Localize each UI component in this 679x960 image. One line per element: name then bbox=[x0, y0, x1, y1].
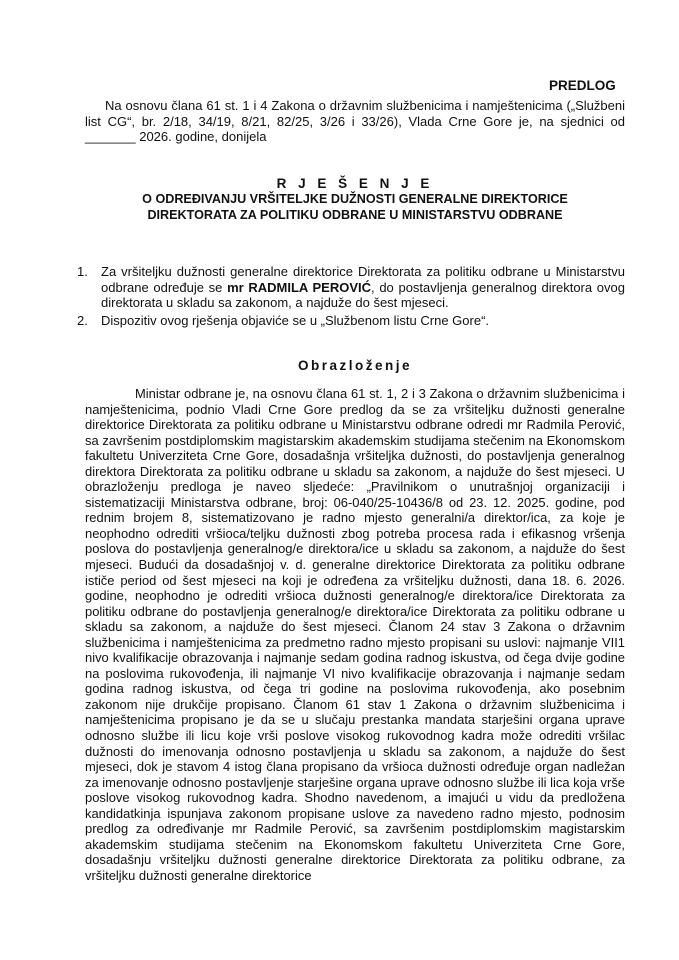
point-1-text-end: , do postavljenja generalnog direktora ovog direktorata u skladu sa zakonom, a najduže do šest mjeseci. bbox=[101, 279, 625, 310]
point-2-text: Dispozitiv ovog rješenja objaviće se u „Službenom listu Crne Gore“. bbox=[101, 312, 490, 328]
appointee-name: mr RADMILA PEROVIĆ bbox=[227, 279, 372, 295]
preamble-paragraph: Na osnovu člana 61 st. 1 i 4 Zakona o državnim službenicima i namještenicima („Službeni list CG“, br. 2/18, 34/19, 8/21, 82/25, 3/26 i 33/26), Vlada Crne Gore je, na sjednici od _______ 2026. godine, donijela bbox=[85, 98, 625, 144]
decision-point-2 bbox=[77, 312, 625, 329]
document-title: R J E Š E N J E bbox=[276, 176, 434, 191]
point-number: 2. bbox=[77, 312, 88, 328]
document-title-block bbox=[85, 176, 625, 223]
point-1-text-start: Za vršiteljku dužnosti generalne direktorice Direktorata za politiku odbrane u Ministarstvu odbrane određuje se bbox=[101, 264, 625, 295]
document-subtitle-line-2: DIREKTORATA ZA POLITIKU ODBRANE U MINISTARSTVU ODBRANE bbox=[147, 207, 563, 222]
decision-point-1 bbox=[77, 264, 625, 311]
explanation-heading: Obrazloženje bbox=[297, 358, 413, 373]
decision-points-list bbox=[77, 264, 625, 328]
explanation-body: Ministar odbrane je, na osnovu člana 61 st. 1, 2 i 3 Zakona o državnim službenicima i namještenicima, podnio Vladi Crne Gore predlog da se za vršiteljku dužnosti generalne direktorice Direktorata za politiku odbrane u Ministarstvu odbrane odredi mr Radmila Perović, sa završenim postdiplomskim magistarskim akademskim studijama stečenim na Ekonomskom fakultetu Univerziteta Crne Gore, dosadašnja vršiteljka dužnosti, do postavljenja generalnog direktora Direktorata za politiku odbrane u skladu sa zakonom, a najduže do šest mjeseci. U obrazloženju predloga je naveo sljedeće: „Pravilnikom o unutrašnjoj organizaciji i sistematizaciji Ministarstva odbrane, broj: 06-040/25-10436/8 od 23. 12. 2025. godine, pod rednim brojem 8, sistematizovano je radno mjesto generalni/a direktor/ica, za koje je neophodno odrediti vršioca/teljku dužnosti zbog potreba procesa rada i efikasnog vršenja poslova do postavljenja generalnog/e direktora/ice u skladu sa zakonom, a najduže do šest mjeseci. Budući da dosadašnjoj v. d. generalne direktorice Direktorata za politiku odbrane ističe period od šest mjeseci na koji je određena za vršiteljku dužnosti, dana 18. 6. 2026. godine, neophodno je odrediti vršioca dužnosti generalnog/e direktora/ice Direktorata za politiku odbrane do postavljenja generalnog/e direktora/ice Direktorata za politiku odbrane u skladu sa zakonom, a najduže do šest mjeseci. Članom 24 stav 3 Zakona o državnim službenicima i namještenicima za predmetno radno mjesto propisani su uslovi: najmanje VII1 nivo kvalifikacije obrazovanja i najmanje sedam godina radnog iskustva, od čega dvije godine na poslovima rukovođenja, ili najmanje VI nivo kvalifikacije obrazovanja i najmanje sedam godina radnog iskustva, od čega tri godine na poslovima rukovođenja, ako posebnim zakonom nije drukčije propisano. Članom 61 stav 1 Zakona o državnim službenicima i namještenicima propisano je da se u slučaju prestanka mandata starješini organa uprave odnosno službe ili licu koje vrši poslove visokog rukovodnog kadra može odrediti vršilac dužnosti do imenovanja odnosno postavljenja u skladu sa zakonom, a najduže do šest mjeseci, dok je stavom 4 istog člana propisano da vršioca dužnosti određuje organ nadležan za imenovanje odnosno postavljenje starješine organa uprave odnosno službe ili lica koja vrše poslove visokog rukovodnog kadra. Shodno navedenom, a imajući u vidu da predložena kandidatkinja ispunjava zakonom propisane uslove za navedeno radno mjesto, podnosim predlog za određivanje mr Radmile Perović, sa završenim postdiplomskim magistarskim akademskim studijama stečenim na Ekonomskom fakultetu Univerziteta Crne Gore, dosadašnju vršiteljku dužnosti generalne direktorice Direktorata za politiku odbrane, za vršiteljku dužnosti generalne direktorice bbox=[85, 386, 625, 883]
document-subtitle-line-1: O ODREĐIVANJU VRŠITELJKE DUŽNOSTI GENERALNE DIREKTORICE bbox=[142, 192, 568, 206]
point-number: 1. bbox=[77, 264, 88, 279]
document-label: PREDLOG bbox=[549, 78, 616, 93]
